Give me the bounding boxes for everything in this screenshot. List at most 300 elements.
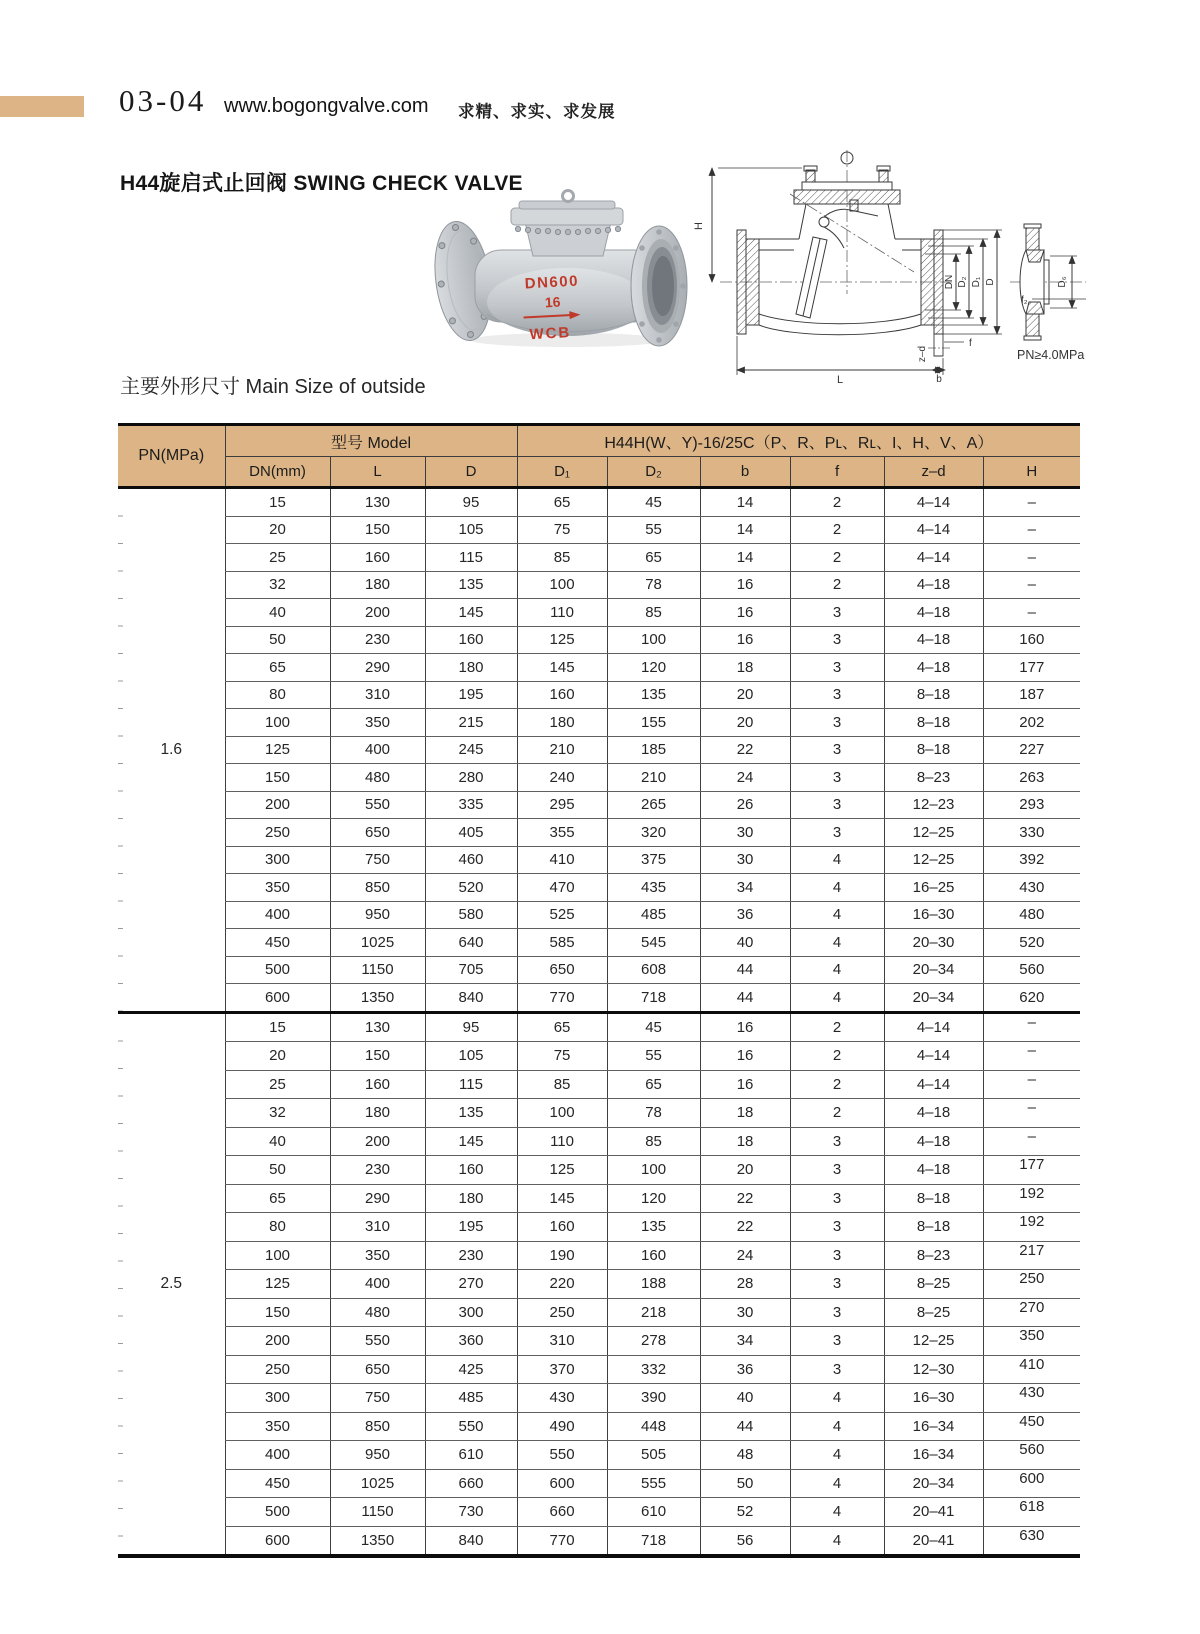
- dim-label-d: D: [985, 278, 996, 286]
- cell-b: 50: [700, 1469, 790, 1498]
- table-row: [118, 654, 1080, 682]
- cell-h: –: [983, 1042, 1080, 1071]
- cell-h: 350: [983, 1327, 1080, 1356]
- cell-d: 705: [425, 956, 517, 984]
- cell-dn: 20: [225, 516, 330, 544]
- cell-b: 28: [700, 1270, 790, 1299]
- cell-zd: 8–18: [884, 681, 983, 709]
- cell-f: 3: [790, 764, 884, 792]
- cell-dn: 300: [225, 846, 330, 874]
- cell-l: 200: [330, 599, 425, 627]
- cell-dn: 400: [225, 901, 330, 929]
- model-group-header: 型号 Model: [225, 425, 517, 457]
- cell-h: 187: [983, 681, 1080, 709]
- cell-b: 44: [700, 984, 790, 1013]
- cell-f: 3: [790, 626, 884, 654]
- cell-h: 392: [983, 846, 1080, 874]
- cell-zd: 20–34: [884, 984, 983, 1013]
- pn-value: 1.6: [118, 488, 225, 1013]
- table-row: [118, 1327, 1080, 1356]
- drawing-pressure-note: PN≥4.0MPa: [1017, 348, 1085, 362]
- cell-d: 335: [425, 791, 517, 819]
- cell-l: 850: [330, 874, 425, 902]
- table-row: [118, 1156, 1080, 1185]
- cell-h: 217: [983, 1241, 1080, 1270]
- table-body: [118, 488, 1080, 1557]
- cell-d: 145: [425, 1127, 517, 1156]
- cell-zd: 12–30: [884, 1355, 983, 1384]
- cell-l: 750: [330, 846, 425, 874]
- cell-d2: 160: [607, 1241, 700, 1270]
- table-row: [118, 1070, 1080, 1099]
- cell-d: 580: [425, 901, 517, 929]
- bolt-hole-outline: [934, 334, 943, 356]
- cell-d: 300: [425, 1298, 517, 1327]
- cell-l: 150: [330, 516, 425, 544]
- cell-f: 3: [790, 1298, 884, 1327]
- cell-d: 195: [425, 681, 517, 709]
- table-row: [118, 874, 1080, 902]
- pn-value: 2.5: [118, 1012, 225, 1556]
- cell-h: –: [983, 488, 1080, 517]
- cell-b: 16: [700, 1042, 790, 1071]
- cell-d1: 770: [517, 1526, 607, 1556]
- table-row: [118, 681, 1080, 709]
- cell-l: 950: [330, 901, 425, 929]
- table-row: [118, 599, 1080, 627]
- cell-d2: 555: [607, 1469, 700, 1498]
- cell-d: 105: [425, 516, 517, 544]
- cell-d: 195: [425, 1213, 517, 1242]
- col-header-d1: D₁: [517, 457, 607, 488]
- cell-h: 480: [983, 901, 1080, 929]
- cell-zd: 8–25: [884, 1298, 983, 1327]
- table-row: [118, 1241, 1080, 1270]
- cell-d: 270: [425, 1270, 517, 1299]
- cell-b: 20: [700, 681, 790, 709]
- cell-d: 180: [425, 1184, 517, 1213]
- cell-dn: 200: [225, 1327, 330, 1356]
- col-header-f: f: [790, 457, 884, 488]
- cell-zd: 12–25: [884, 1327, 983, 1356]
- table-row: [118, 1526, 1080, 1556]
- table-row: [118, 1441, 1080, 1470]
- cell-b: 14: [700, 544, 790, 572]
- cell-f: 4: [790, 1441, 884, 1470]
- cell-d2: 218: [607, 1298, 700, 1327]
- cell-d2: 610: [607, 1498, 700, 1527]
- cell-l: 480: [330, 1298, 425, 1327]
- cell-d1: 220: [517, 1270, 607, 1299]
- cell-zd: 16–30: [884, 901, 983, 929]
- cell-d: 135: [425, 571, 517, 599]
- cell-zd: 8–18: [884, 1184, 983, 1213]
- cell-d2: 320: [607, 819, 700, 847]
- cell-l: 230: [330, 626, 425, 654]
- cell-b: 24: [700, 1241, 790, 1270]
- cell-d1: 190: [517, 1241, 607, 1270]
- table-row: [118, 1412, 1080, 1441]
- cell-d2: 55: [607, 1042, 700, 1071]
- cell-b: 22: [700, 736, 790, 764]
- dim-label-d2: D₂: [957, 276, 968, 288]
- cell-l: 950: [330, 1441, 425, 1470]
- cell-d: 640: [425, 929, 517, 957]
- cell-f: 3: [790, 1355, 884, 1384]
- cell-zd: 12–23: [884, 791, 983, 819]
- cell-d: 105: [425, 1042, 517, 1071]
- table-row: [118, 1184, 1080, 1213]
- cell-b: 30: [700, 1298, 790, 1327]
- cell-l: 400: [330, 736, 425, 764]
- cell-d: 460: [425, 846, 517, 874]
- cell-dn: 200: [225, 791, 330, 819]
- cell-l: 1025: [330, 929, 425, 957]
- cell-d2: 185: [607, 736, 700, 764]
- cell-f: 3: [790, 599, 884, 627]
- cell-dn: 125: [225, 1270, 330, 1299]
- cell-d: 405: [425, 819, 517, 847]
- table-row: [118, 901, 1080, 929]
- cell-b: 56: [700, 1526, 790, 1556]
- cell-h: 560: [983, 956, 1080, 984]
- cell-l: 650: [330, 819, 425, 847]
- table-row: [118, 1213, 1080, 1242]
- cell-d2: 85: [607, 1127, 700, 1156]
- cell-b: 40: [700, 929, 790, 957]
- model-designation-header: H44H(W、Y)-16/25C（P、R、Pʟ、Rʟ、I、H、V、A）: [517, 425, 1080, 457]
- marking-material: WCB: [529, 324, 572, 344]
- cell-d1: 470: [517, 874, 607, 902]
- cell-l: 310: [330, 681, 425, 709]
- cell-dn: 40: [225, 599, 330, 627]
- cell-h: 600: [983, 1469, 1080, 1498]
- cell-f: 2: [790, 571, 884, 599]
- cell-l: 230: [330, 1156, 425, 1185]
- table-row: [118, 488, 1080, 517]
- cell-zd: 20–34: [884, 1469, 983, 1498]
- col-header-d2: D₂: [607, 457, 700, 488]
- cell-f: 3: [790, 709, 884, 737]
- table-row: [118, 544, 1080, 572]
- website-url: www.bogongvalve.com: [224, 95, 429, 117]
- cell-h: –: [983, 544, 1080, 572]
- cell-zd: 4–18: [884, 1127, 983, 1156]
- cell-f: 4: [790, 901, 884, 929]
- cell-h: –: [983, 1127, 1080, 1156]
- cell-dn: 500: [225, 956, 330, 984]
- cell-dn: 32: [225, 1099, 330, 1128]
- cell-b: 16: [700, 1070, 790, 1099]
- page-corner-accent: [0, 96, 84, 117]
- cell-d2: 188: [607, 1270, 700, 1299]
- cell-d2: 78: [607, 571, 700, 599]
- table-row: [118, 516, 1080, 544]
- cell-h: 202: [983, 709, 1080, 737]
- cell-b: 24: [700, 764, 790, 792]
- cell-l: 180: [330, 1099, 425, 1128]
- cell-d1: 770: [517, 984, 607, 1013]
- cell-d1: 125: [517, 1156, 607, 1185]
- cell-d1: 600: [517, 1469, 607, 1498]
- cell-zd: 20–41: [884, 1498, 983, 1527]
- cell-zd: 4–18: [884, 654, 983, 682]
- dim-label-zd: z–d: [917, 345, 928, 363]
- cell-d1: 85: [517, 544, 607, 572]
- cell-d2: 210: [607, 764, 700, 792]
- dim-label-d6: D₆: [1057, 276, 1068, 288]
- cell-dn: 65: [225, 1184, 330, 1213]
- cell-d1: 125: [517, 626, 607, 654]
- cell-l: 550: [330, 1327, 425, 1356]
- cell-d1: 660: [517, 1498, 607, 1527]
- cell-zd: 20–41: [884, 1526, 983, 1556]
- col-header-d: D: [425, 457, 517, 488]
- table-row: [118, 1498, 1080, 1527]
- cell-f: 3: [790, 681, 884, 709]
- cell-dn: 350: [225, 874, 330, 902]
- cell-d1: 310: [517, 1327, 607, 1356]
- cell-d2: 448: [607, 1412, 700, 1441]
- cell-h: 250: [983, 1270, 1080, 1299]
- main-size-table: [118, 423, 1080, 1558]
- cell-h: 450: [983, 1412, 1080, 1441]
- cell-h: 263: [983, 764, 1080, 792]
- column-header-row: [118, 457, 1080, 488]
- cell-h: –: [983, 1012, 1080, 1042]
- cell-dn: 100: [225, 1241, 330, 1270]
- cell-dn: 150: [225, 764, 330, 792]
- cell-l: 1025: [330, 1469, 425, 1498]
- cell-d: 160: [425, 626, 517, 654]
- cell-l: 400: [330, 1270, 425, 1299]
- cell-d1: 180: [517, 709, 607, 737]
- cell-zd: 12–25: [884, 819, 983, 847]
- cell-h: –: [983, 1099, 1080, 1128]
- valve-bonnet: [511, 191, 623, 257]
- cell-dn: 80: [225, 1213, 330, 1242]
- cell-b: 52: [700, 1498, 790, 1527]
- cell-f: 3: [790, 1184, 884, 1213]
- cell-d2: 65: [607, 544, 700, 572]
- body-outline: [759, 239, 921, 335]
- cell-f: 4: [790, 1498, 884, 1527]
- cell-d2: 485: [607, 901, 700, 929]
- cell-d: 840: [425, 984, 517, 1013]
- cell-dn: 25: [225, 1070, 330, 1099]
- cell-b: 34: [700, 1327, 790, 1356]
- dim-label-l: L: [836, 374, 844, 384]
- cell-d1: 145: [517, 1184, 607, 1213]
- cell-f: 4: [790, 929, 884, 957]
- cell-dn: 50: [225, 1156, 330, 1185]
- cell-f: 4: [790, 956, 884, 984]
- cell-d2: 45: [607, 1012, 700, 1042]
- marking-pn: 16: [544, 293, 561, 311]
- table-row: [118, 571, 1080, 599]
- table-row: [118, 1469, 1080, 1498]
- cell-zd: 16–34: [884, 1412, 983, 1441]
- cell-zd: 20–30: [884, 929, 983, 957]
- cell-b: 30: [700, 846, 790, 874]
- cell-zd: 12–25: [884, 846, 983, 874]
- cell-l: 350: [330, 1241, 425, 1270]
- cell-d: 230: [425, 1241, 517, 1270]
- cell-d2: 155: [607, 709, 700, 737]
- cell-dn: 125: [225, 736, 330, 764]
- table-row: [118, 819, 1080, 847]
- cell-f: 3: [790, 1327, 884, 1356]
- cell-l: 310: [330, 1213, 425, 1242]
- cell-d2: 120: [607, 1184, 700, 1213]
- table-row: [118, 1355, 1080, 1384]
- section-heading: 主要外形尺寸 Main Size of outside: [120, 376, 426, 398]
- cell-b: 34: [700, 874, 790, 902]
- cell-f: 2: [790, 1012, 884, 1042]
- cell-d1: 525: [517, 901, 607, 929]
- cell-d: 145: [425, 599, 517, 627]
- table-row: [118, 846, 1080, 874]
- col-header-l: L: [330, 457, 425, 488]
- cell-b: 20: [700, 709, 790, 737]
- table-row: [118, 1012, 1080, 1042]
- cell-b: 48: [700, 1441, 790, 1470]
- cell-d: 610: [425, 1441, 517, 1470]
- cell-b: 26: [700, 791, 790, 819]
- cell-d1: 100: [517, 1099, 607, 1128]
- cell-b: 40: [700, 1384, 790, 1413]
- cell-d2: 265: [607, 791, 700, 819]
- table-row: [118, 1127, 1080, 1156]
- cell-f: 4: [790, 1469, 884, 1498]
- cell-dn: 25: [225, 544, 330, 572]
- cell-d1: 65: [517, 1012, 607, 1042]
- cell-b: 16: [700, 1012, 790, 1042]
- table-row: [118, 929, 1080, 957]
- table-row: [118, 956, 1080, 984]
- cell-l: 480: [330, 764, 425, 792]
- cell-d: 245: [425, 736, 517, 764]
- cell-f: 3: [790, 1127, 884, 1156]
- cell-h: –: [983, 1070, 1080, 1099]
- valve-right-flange: [631, 226, 687, 346]
- cell-b: 36: [700, 1355, 790, 1384]
- cell-d1: 355: [517, 819, 607, 847]
- cell-d: 95: [425, 488, 517, 517]
- cell-zd: 16–34: [884, 1441, 983, 1470]
- col-header-h: H: [983, 457, 1080, 488]
- table-row: [118, 984, 1080, 1013]
- cell-d1: 145: [517, 654, 607, 682]
- cell-d: 160: [425, 1156, 517, 1185]
- cell-l: 1150: [330, 1498, 425, 1527]
- swing-disc: [796, 200, 878, 318]
- cell-dn: 450: [225, 929, 330, 957]
- cell-d: 730: [425, 1498, 517, 1527]
- cell-d: 425: [425, 1355, 517, 1384]
- dim-label-f2: f₂: [1021, 295, 1028, 306]
- cell-b: 44: [700, 956, 790, 984]
- cell-dn: 350: [225, 1412, 330, 1441]
- cell-d: 115: [425, 544, 517, 572]
- cell-f: 3: [790, 736, 884, 764]
- cell-d1: 160: [517, 1213, 607, 1242]
- cell-l: 1150: [330, 956, 425, 984]
- cell-d: 115: [425, 1070, 517, 1099]
- cell-dn: 150: [225, 1298, 330, 1327]
- cell-dn: 450: [225, 1469, 330, 1498]
- cell-h: –: [983, 599, 1080, 627]
- cell-d1: 550: [517, 1441, 607, 1470]
- cell-f: 4: [790, 984, 884, 1013]
- cell-dn: 50: [225, 626, 330, 654]
- dim-label-f: f: [969, 338, 972, 349]
- cell-l: 850: [330, 1412, 425, 1441]
- cell-zd: 4–18: [884, 1156, 983, 1185]
- cell-d2: 85: [607, 599, 700, 627]
- cell-h: 227: [983, 736, 1080, 764]
- table-row: [118, 1384, 1080, 1413]
- cell-zd: 8–25: [884, 1270, 983, 1299]
- cell-d: 95: [425, 1012, 517, 1042]
- cell-f: 3: [790, 1156, 884, 1185]
- cell-zd: 4–14: [884, 516, 983, 544]
- cell-b: 16: [700, 626, 790, 654]
- cell-f: 2: [790, 1070, 884, 1099]
- cell-b: 18: [700, 1127, 790, 1156]
- cell-l: 1350: [330, 984, 425, 1013]
- col-header-dn: DN(mm): [225, 457, 330, 488]
- cell-d2: 135: [607, 681, 700, 709]
- cell-d1: 100: [517, 571, 607, 599]
- cell-l: 130: [330, 1012, 425, 1042]
- cell-d: 180: [425, 654, 517, 682]
- cell-b: 30: [700, 819, 790, 847]
- cell-h: 177: [983, 654, 1080, 682]
- cell-d1: 85: [517, 1070, 607, 1099]
- cell-l: 200: [330, 1127, 425, 1156]
- pn-mpa-header: PN(MPa): [118, 425, 225, 488]
- cell-h: 330: [983, 819, 1080, 847]
- table-header: [118, 425, 1080, 488]
- cell-l: 160: [330, 544, 425, 572]
- cell-dn: 80: [225, 681, 330, 709]
- cell-d2: 78: [607, 1099, 700, 1128]
- cell-l: 750: [330, 1384, 425, 1413]
- cell-h: 192: [983, 1184, 1080, 1213]
- cell-d2: 718: [607, 1526, 700, 1556]
- cell-zd: 4–14: [884, 544, 983, 572]
- cell-h: –: [983, 571, 1080, 599]
- cell-zd: 8–23: [884, 1241, 983, 1270]
- cell-h: 160: [983, 626, 1080, 654]
- cell-l: 1350: [330, 1526, 425, 1556]
- cell-b: 44: [700, 1412, 790, 1441]
- cell-d: 550: [425, 1412, 517, 1441]
- cell-zd: 8–18: [884, 1213, 983, 1242]
- cell-dn: 40: [225, 1127, 330, 1156]
- col-header-b: b: [700, 457, 790, 488]
- cell-d1: 75: [517, 1042, 607, 1071]
- cell-f: 2: [790, 544, 884, 572]
- cell-d: 485: [425, 1384, 517, 1413]
- table-row: [118, 1270, 1080, 1299]
- cell-d2: 100: [607, 626, 700, 654]
- flange-detail: [1010, 224, 1086, 340]
- cell-d1: 370: [517, 1355, 607, 1384]
- cell-zd: 4–18: [884, 626, 983, 654]
- cell-zd: 4–14: [884, 1070, 983, 1099]
